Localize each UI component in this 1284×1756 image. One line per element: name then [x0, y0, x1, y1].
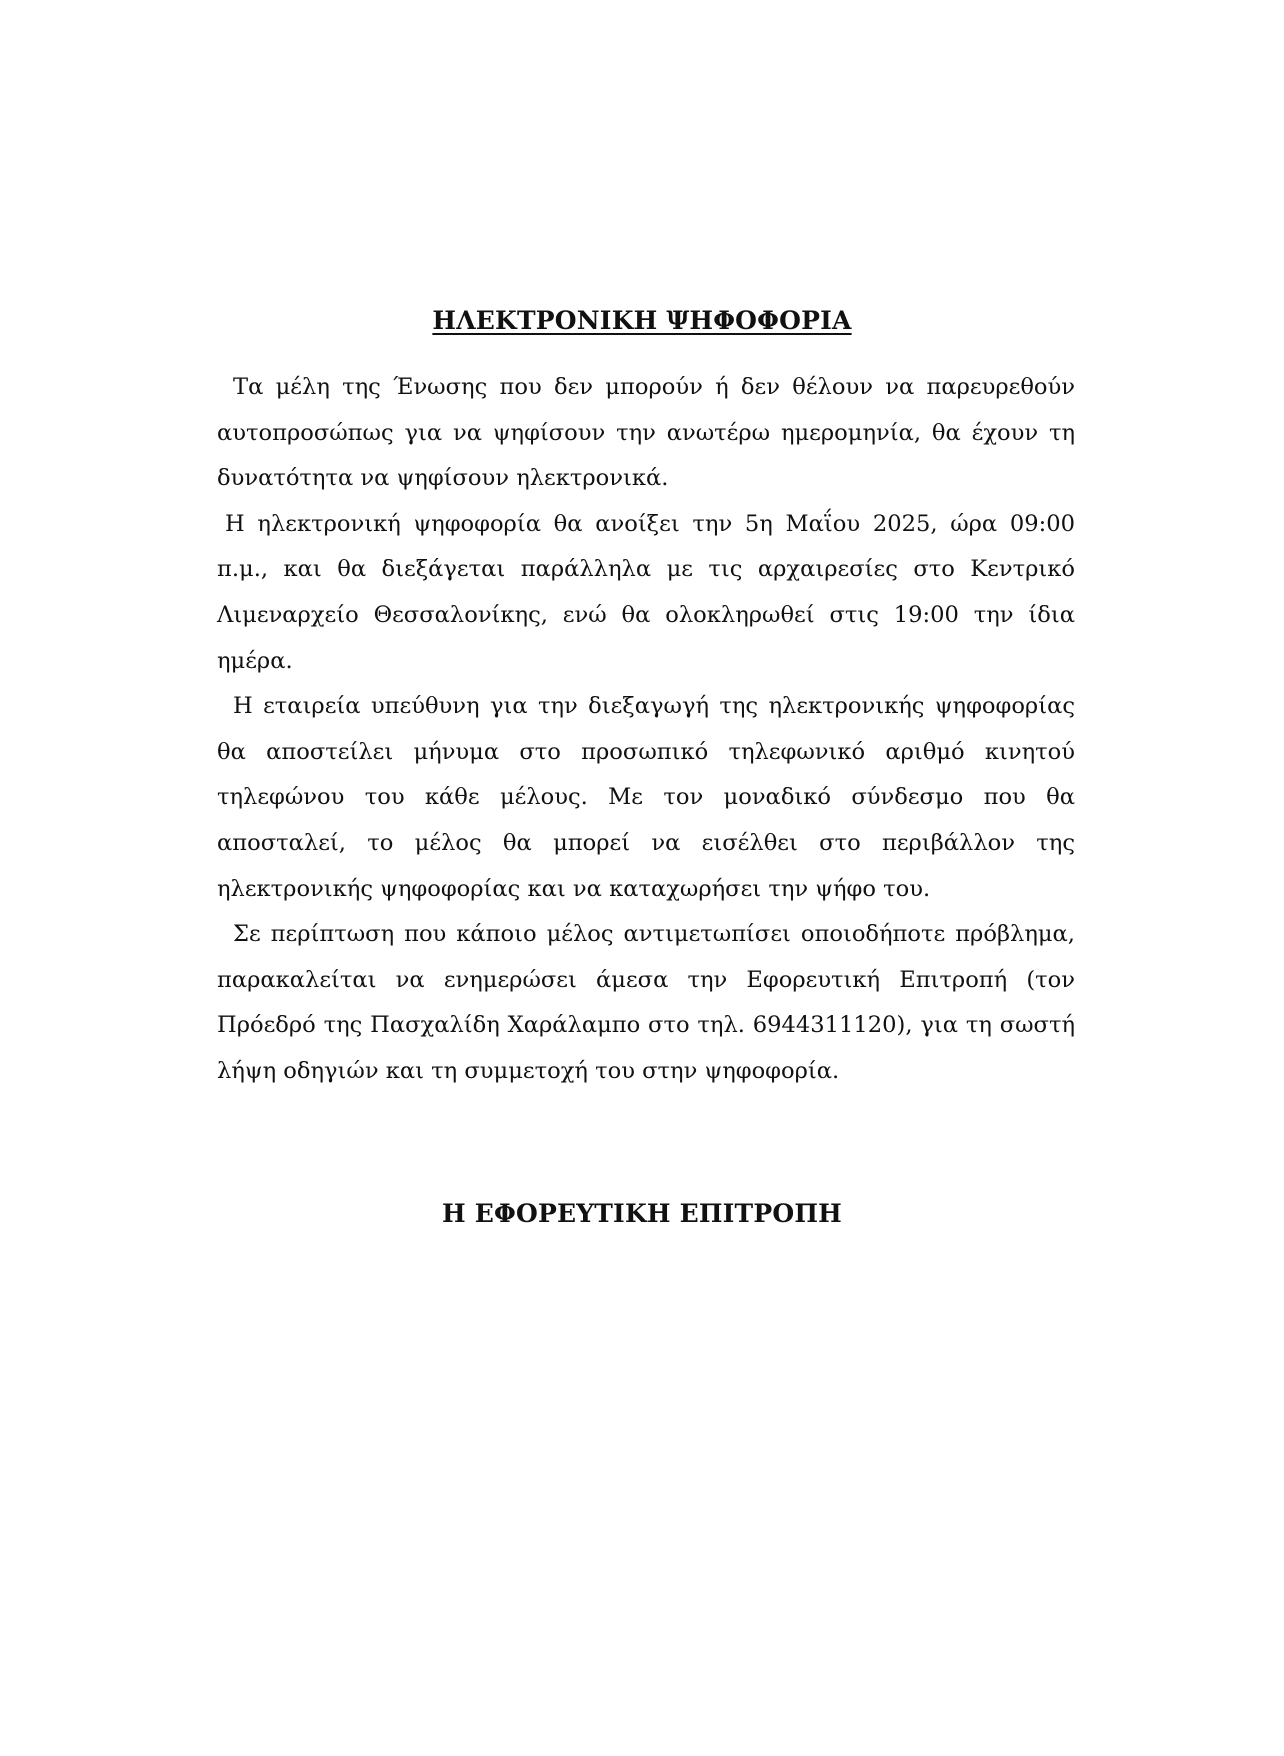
document-title: ΗΛΕΚΤΡΟΝΙΚΗ ΨΗΦΟΦΟΡΙΑ — [432, 306, 852, 335]
paragraph-support-contact: Σε περίπτωση που κάποιο μέλος αντιμετωπίσει οποιοδήποτε πρόβλημα, παρακαλείται να ενημερώσει άμεσα την Εφορευτική Επιτροπή (τον Πρόεδρό της Πασχαλίδη Χαράλαμπο στο τηλ. 6944311120), για τη σωστή λήψη οδηγιών και τη συμμετοχή του στην ψηφοφορία. — [217, 921, 1075, 1084]
paragraph-voting-schedule: Η ηλεκτρονική ψηφοφορία θα ανοίξει την 5η Μαΐου 2025, ώρα 09:00 π.μ., και θα διεξάγεται παράλληλα με τις αρχαιρεσίες στο Κεντρικό Λιμεναρχείο Θεσσαλονίκης, ενώ θα ολοκληρωθεί στις 19:00 την ίδια ημέρα. — [217, 510, 1075, 674]
document-body — [217, 365, 1075, 1095]
paragraph-electronic-voting-intro: Τα μέλη της Ένωσης που δεν μπορούν ή δεν θέλουν να παρευρεθούν αυτοπροσώπως για να ψηφίσουν την ανωτέρω ημερομηνία, θα έχουν τη δυνατότητα να ψηφίσουν ηλεκτρονικά. — [217, 374, 1075, 492]
signature: Η ΕΦΟΡΕΥΤΙΚΗ ΕΠΙΤΡΟΠΗ — [442, 1199, 842, 1228]
paragraph-voting-procedure: Η εταιρεία υπεύθυνη για την διεξαγωγή της ηλεκτρονικής ψηφοφορίας θα αποστείλει μήνυμα στο προσωπικό τηλεφωνικό αριθμό κινητού τηλεφώνου του κάθε μέλους. Με τον μοναδικό σύνδεσμο που θα αποσταλεί, το μέλος θα μπορεί να εισέλθει στο περιβάλλον της ηλεκτρονικής ψηφοφορίας και να καταχωρήσει την ψήφο του. — [217, 693, 1075, 902]
